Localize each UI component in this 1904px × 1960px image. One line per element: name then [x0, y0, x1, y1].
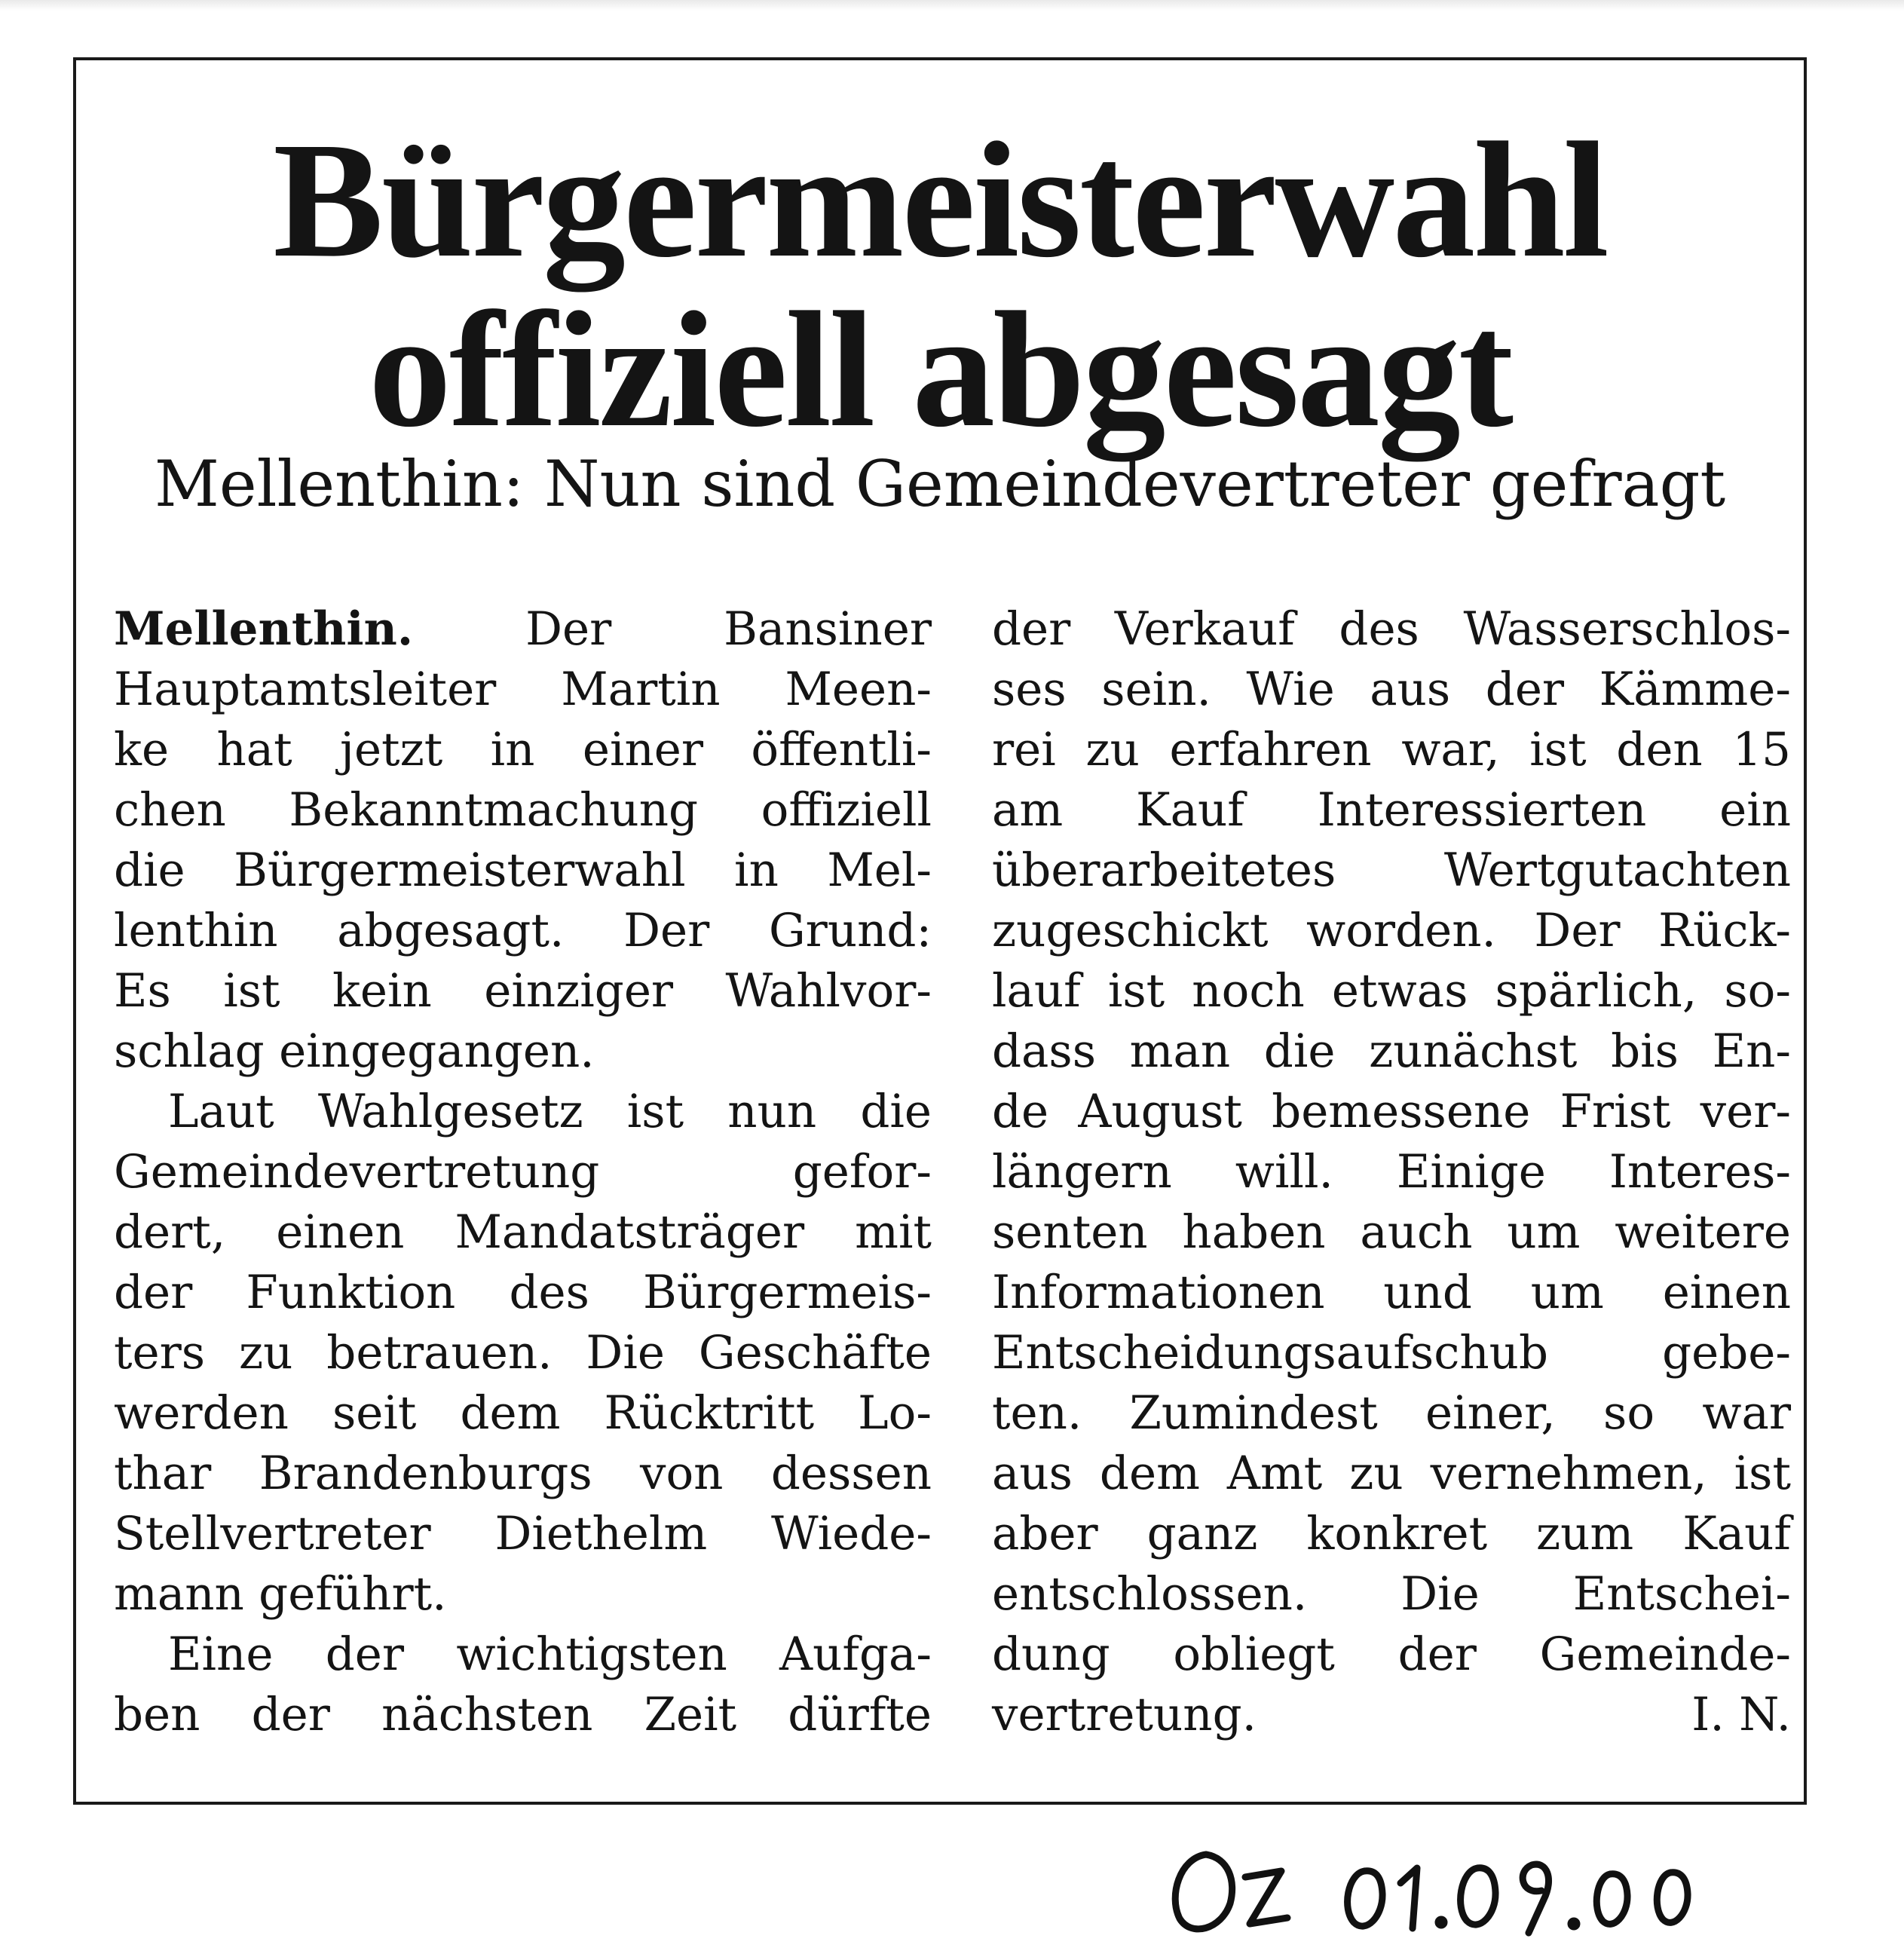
article-line: schlag eingegangen. [114, 1024, 595, 1078]
article-line: ters zu betrauen. Die Geschäfte [114, 1326, 932, 1380]
article-line: Es ist kein einziger Wahlvor- [114, 964, 932, 1018]
article-line: ke hat jetzt in einer öffentli- [114, 723, 932, 776]
subheadline: Mellenthin: Nun sind Gemeindevertreter gefragt [154, 447, 1726, 521]
article-line: zugeschickt worden. Der Rück- [992, 904, 1791, 957]
article-line: rei zu erfahren war, ist den 15 [992, 723, 1791, 776]
closing-line [992, 1685, 1791, 1745]
article-line: senten haben auch um weitere [992, 1205, 1791, 1259]
article-line: dert, einen Mandatsträger mit [114, 1205, 932, 1259]
scan-edge [0, 0, 1904, 11]
article-line: de August bemessene Frist ver- [992, 1085, 1791, 1138]
article-line: aber ganz konkret zum Kauf [992, 1507, 1791, 1560]
article-line: Laut Wahlgesetz ist nun die [168, 1085, 932, 1138]
article-line: ses sein. Wie aus der Kämme- [992, 663, 1791, 716]
article-line: Gemeindevertretung gefor- [114, 1145, 932, 1199]
article-column-left [114, 599, 932, 1745]
article-line: dass man die zunächst bis En- [992, 1024, 1791, 1078]
article-line: Stellvertreter Diethelm Wiede- [114, 1507, 932, 1560]
headline-line-1: Bürgermeisterwahl [273, 108, 1607, 292]
article-line: mann geführt. [114, 1567, 447, 1621]
article-line: ben der nächsten Zeit dürfte [114, 1688, 932, 1741]
handwritten-date-note [1161, 1824, 1764, 1945]
article-column-right [992, 599, 1791, 1745]
article-line: lauf ist noch etwas spärlich, so- [992, 964, 1791, 1018]
newspaper-clipping-frame [73, 57, 1807, 1805]
article-line: Eine der wichtigsten Aufga- [168, 1628, 932, 1681]
article-line: aus dem Amt zu vernehmen, ist [992, 1447, 1791, 1500]
article-line: Entscheidungsaufschub gebe- [992, 1326, 1791, 1380]
article-line: entschlossen. Die Entschei- [992, 1567, 1791, 1621]
article-line: längern will. Einige Interes- [992, 1145, 1791, 1199]
article-line: die Bürgermeisterwahl in Mel- [114, 844, 932, 897]
article-line: der Verkauf des Wasserschlos- [992, 602, 1791, 656]
closing-text: vertretung. [992, 1688, 1257, 1741]
article-line: werden seit dem Rücktritt Lo- [114, 1386, 932, 1440]
article-line: überarbeitetes Wertgutachten [992, 844, 1791, 897]
headline-line-2: offiziell abgesagt [368, 277, 1512, 461]
dateline: Mellenthin. [114, 602, 414, 656]
article-line: Informationen und um einen [992, 1266, 1791, 1319]
article-line: lenthin abgesagt. Der Grund: [114, 904, 932, 957]
article-line: thar Brandenburgs von dessen [114, 1447, 932, 1500]
article-line: chen Bekanntmachung offiziell [114, 783, 932, 837]
handwritten-date-drawing [1161, 1824, 1764, 1945]
author-initials: I. N. [1691, 1688, 1791, 1741]
article-line [114, 599, 932, 660]
handwritten-date-text: OZ 01.09.00 [1460, 1943, 1465, 1944]
article-line: am Kauf Interessierten ein [992, 783, 1791, 837]
article-line: der Funktion des Bürgermeis- [114, 1266, 932, 1319]
article-line-text: Der Bansiner [525, 602, 932, 656]
article-line: dung obliegt der Gemeinde- [992, 1628, 1791, 1681]
article-line: Hauptamtsleiter Martin Meen- [114, 663, 932, 716]
article-line: ten. Zumindest einer, so war [992, 1386, 1791, 1440]
